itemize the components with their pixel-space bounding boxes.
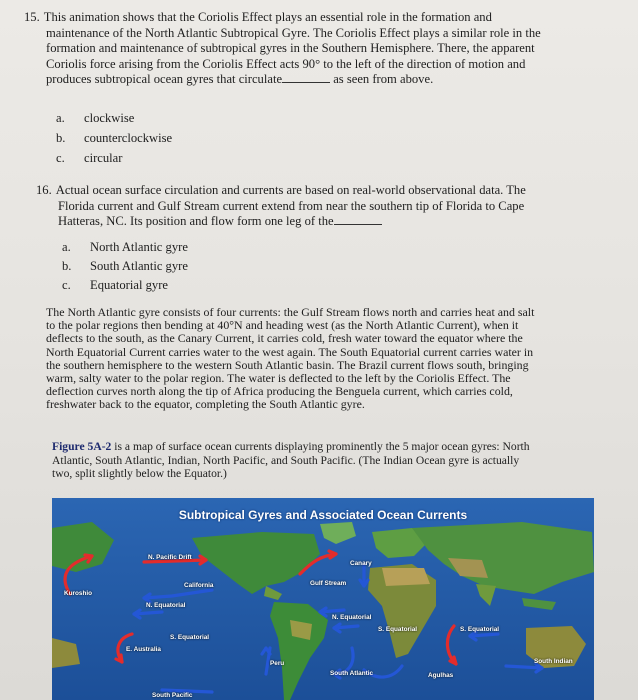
label-gulf-stream: Gulf Stream xyxy=(310,580,347,587)
label-n-pacific-drift: N. Pacific Drift xyxy=(148,554,192,561)
figure-caption-text-1: is a map of surface ocean currents displaying prominently the 5 major ocean gyres: North xyxy=(114,440,530,453)
q15-text-1: This animation shows that the Coriolis Effect plays an essential role in the formation and xyxy=(43,10,492,24)
ocean-currents-map-graphic xyxy=(52,498,594,700)
q16-option-b[interactable] xyxy=(62,259,188,274)
question-16 xyxy=(36,183,621,230)
option-letter: c. xyxy=(56,151,65,165)
label-south-indian: South Indian xyxy=(534,658,573,665)
paragraph-line: deflects to the south, as the Canary Current, it carries cold, fresh water toward the equator where the xyxy=(46,331,523,346)
q16-number: 16. xyxy=(36,183,52,197)
paragraph-line: warm, salty water to the polar region. The water is deflected to the left by the Coriolis Effect. The xyxy=(46,371,511,386)
label-south-pacific: South Pacific xyxy=(152,692,193,699)
figure-caption-line-1 xyxy=(52,440,592,454)
option-letter: a. xyxy=(56,111,65,125)
q15-option-b[interactable] xyxy=(56,131,172,146)
paragraph-line: the southern hemisphere to the western South Atlantic basin. The Brazil current flows south, bringing xyxy=(46,357,529,372)
paragraph-line: deflection curves north along the tip of Africa producing the Benguela current, which carries cold, xyxy=(46,384,513,399)
label-n-equatorial-pacific: N. Equatorial xyxy=(146,602,186,609)
q15-option-c[interactable] xyxy=(56,151,122,166)
figure-caption-line-2: Atlantic, South Atlantic, Indian, North Pacific, and South Pacific. (The Indian Ocean gyre is actually xyxy=(52,453,520,467)
q16-answer-blank[interactable] xyxy=(334,214,382,225)
label-agulhas: Agulhas xyxy=(428,672,454,679)
paragraph-line: The North Atlantic gyre consists of four currents: the Gulf Stream flows north and carries heat and salt xyxy=(46,305,535,319)
option-text: Equatorial gyre xyxy=(90,278,168,292)
q15-line-5 xyxy=(24,72,624,88)
q16-option-c[interactable] xyxy=(62,278,168,293)
label-n-equatorial-atlantic: N. Equatorial xyxy=(332,614,372,621)
q15-text-5a: produces subtropical ocean gyres that circulate xyxy=(46,72,283,87)
option-text: clockwise xyxy=(84,111,135,125)
option-text: North Atlantic gyre xyxy=(90,240,188,254)
q15-line-2: maintenance of the North Atlantic Subtropical Gyre. The Coriolis Effect plays a similar role in the xyxy=(46,25,541,40)
q15-answer-blank[interactable] xyxy=(282,72,330,83)
q16-option-a[interactable] xyxy=(62,240,188,255)
label-s-equatorial-indian: S. Equatorial xyxy=(460,626,500,633)
option-text: South Atlantic gyre xyxy=(90,259,188,273)
ocean-currents-map xyxy=(52,498,594,700)
paragraph-line: to the polar regions then bending at 40°N and heading west (as the North Atlantic Current), when it xyxy=(46,318,519,333)
option-letter: a. xyxy=(62,240,71,254)
option-text: counterclockwise xyxy=(84,131,173,145)
q15-number: 15. xyxy=(24,10,40,24)
option-text: circular xyxy=(84,151,123,165)
label-e-australia: E. Australia xyxy=(126,646,161,653)
figure-caption-line-3: two, split slightly below the Equator.) xyxy=(52,467,227,481)
q16-line-1 xyxy=(36,183,621,199)
label-south-atlantic: South Atlantic xyxy=(330,670,374,677)
q15-text-5b: as seen from above. xyxy=(333,72,434,87)
q15-option-a[interactable] xyxy=(56,111,134,126)
option-letter: c. xyxy=(62,278,71,292)
label-kuroshio: Kuroshio xyxy=(64,590,93,597)
label-peru: Peru xyxy=(270,660,285,667)
label-s-equatorial-pacific: S. Equatorial xyxy=(170,634,210,641)
figure-reference: Figure 5A-2 xyxy=(52,440,112,453)
paragraph-line: North Equatorial Current carries water to the west again. The South Equatorial current carries water in xyxy=(46,344,534,359)
label-canary: Canary xyxy=(350,560,372,567)
label-s-equatorial-atlantic: S. Equatorial xyxy=(378,626,418,633)
q15-line-1 xyxy=(24,10,624,26)
q15-line-3: formation and maintenance of subtropical gyres in the Southern Hemisphere. There, the apparent xyxy=(46,41,535,56)
q15-line-4: Coriolis force arising from the Coriolis Effect acts 90° to the left of the direction of motion and xyxy=(46,56,526,71)
q16-line-3 xyxy=(36,214,621,230)
option-letter: b. xyxy=(56,131,66,145)
q16-text-1: Actual ocean surface circulation and currents are based on real-world observational data. The xyxy=(55,183,526,197)
question-15 xyxy=(24,10,624,88)
q16-text-3: Hatteras, NC. Its position and flow form one leg of the xyxy=(58,214,334,229)
paragraph-line: freshwater back to the equator, completing the South Atlantic gyre. xyxy=(46,397,365,412)
figure-caption xyxy=(52,440,592,481)
q16-line-2: Florida current and Gulf Stream current extend from near the southern tip of Florida to Cape xyxy=(58,198,525,213)
map-title: Subtropical Gyres and Associated Ocean Currents xyxy=(178,508,468,522)
label-california: California xyxy=(184,582,214,589)
north-atlantic-gyre-paragraph xyxy=(46,306,608,412)
option-letter: b. xyxy=(62,259,72,273)
